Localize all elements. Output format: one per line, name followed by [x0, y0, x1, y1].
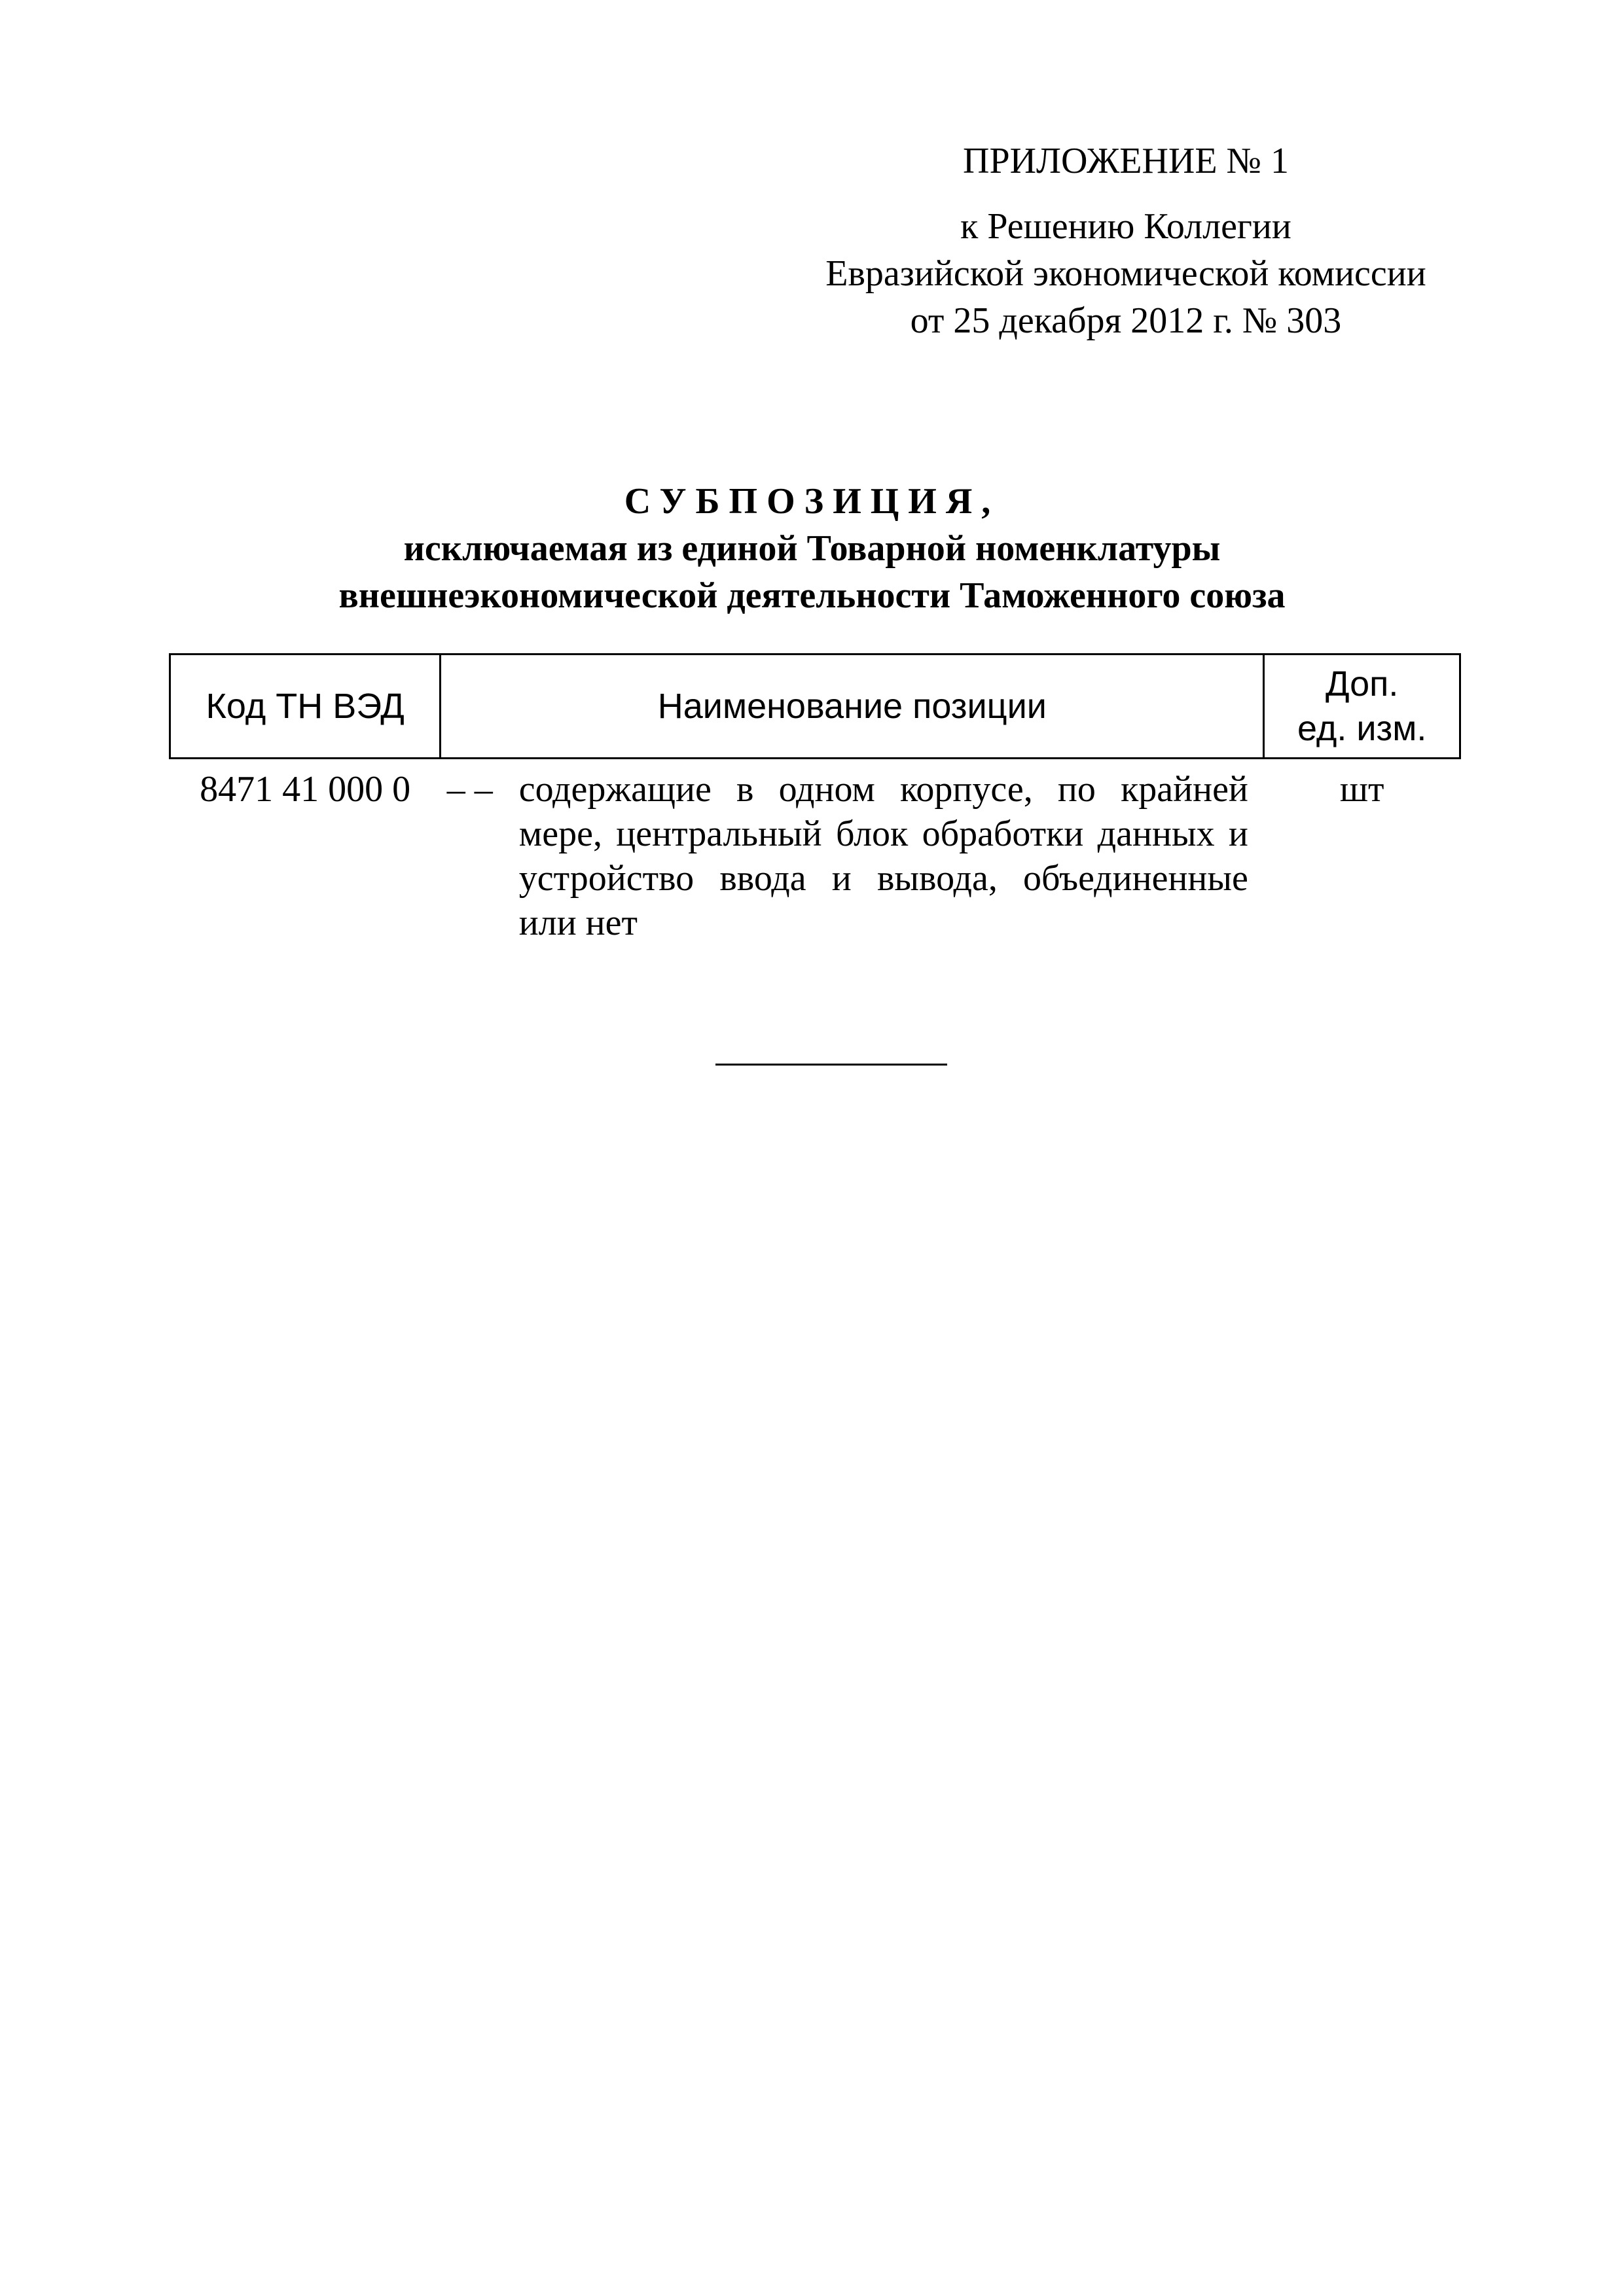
annex-line-1: к Решению Коллегии: [960, 206, 1291, 247]
subposition-table: [169, 653, 1461, 946]
header-name: Наименование позиции: [441, 655, 1264, 759]
row-code: 8471 41 000 0: [200, 769, 411, 810]
table-row: [170, 759, 1460, 946]
heading-subtitle-1: исключаемая из единой Товарной номенклатуры: [403, 528, 1221, 569]
annex-block: [772, 137, 1479, 344]
header-code: Код ТН ВЭД: [170, 655, 441, 759]
heading-subtitle-2: внешнеэкономической деятельности Таможенного союза: [338, 575, 1286, 616]
annex-title: ПРИЛОЖЕНИЕ № 1: [963, 141, 1289, 181]
header-unit-line-2: ед. изм.: [1297, 709, 1427, 748]
heading-title: СУБПОЗИЦИЯ,: [624, 481, 1000, 522]
row-name-wrap: [447, 767, 1248, 945]
row-name: содержащие в одном корпусе, по крайней мере, центральный блок обработки данных и устройство ввода и вывода, объединенные или нет: [518, 769, 1248, 943]
row-dashes: – –: [446, 769, 493, 810]
end-rule-divider: [715, 1064, 947, 1066]
annex-line-2: Евразийской экономической комиссии: [825, 253, 1426, 294]
header-unit: [1264, 655, 1460, 759]
row-name-cell: [441, 759, 1264, 946]
document-heading: [0, 478, 1624, 619]
header-unit-line-1: Доп.: [1325, 664, 1399, 704]
table-header-row: [170, 655, 1460, 759]
row-unit: шт: [1339, 769, 1384, 810]
annex-line-3: от 25 декабря 2012 г. № 303: [910, 300, 1342, 341]
